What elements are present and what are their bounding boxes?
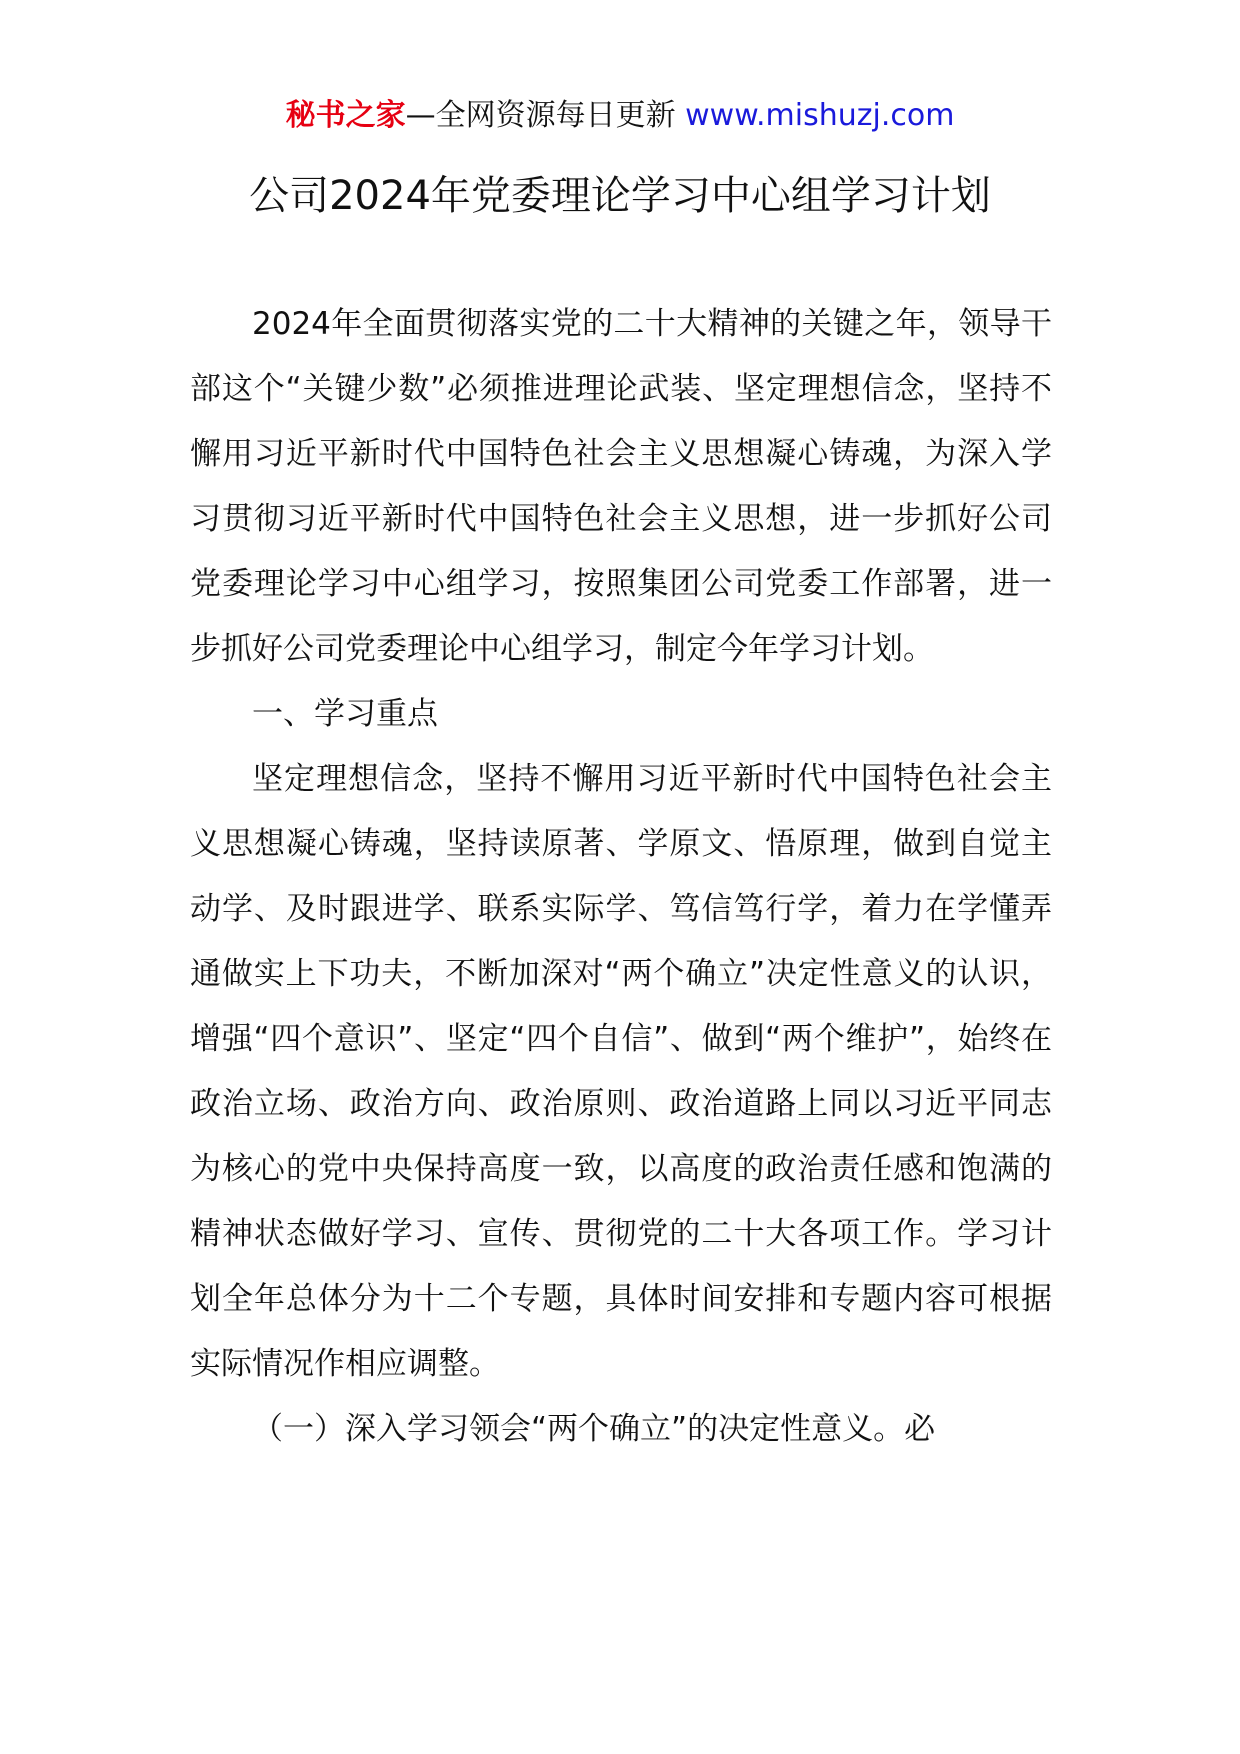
section-heading: 一、学习重点 — [252, 696, 438, 732]
site-tagline: —全网资源每日更新 — [405, 98, 676, 133]
body-paragraph: 坚定理想信念，坚持不懈用习近平新时代中国特色社会主义思想凝心铸魂，坚持读原著、学原文、悟原理，做到自觉主动学、及时跟进学、联系实际学、笃信笃行学，着力在学懂弄通做实上下功夫，不断加深对“两个确立”决定性意义的认识，增强“四个意识”、坚定“四个自信”、做到“两个维护”，始终在政治立场、政治方向、政治原则、政治道路上同以习近平同志为核心的党中央保持高度一致，以高度的政治责任感和饱满的精神状态做好学习、宣传、贯彻党的二十大各项工作。学习计划全年总体分为十二个专题，具体时间安排和专题内容可根据实际情况作相应调整。 — [190, 761, 1052, 1382]
site-header — [0, 96, 1240, 136]
document-body — [190, 292, 1052, 1462]
subsection-paragraph: （一）深入学习领会“两个确立”的决定性意义。必 — [252, 1411, 936, 1447]
intro-paragraph: 2024年全面贯彻落实党的二十大精神的关键之年，领导干部这个“关键少数”必须推进理论武装、坚定理想信念，坚持不懈用习近平新时代中国特色社会主义思想凝心铸魂，为深入学习贯彻习近平新时代中国特色社会主义思想，进一步抓好公司党委理论学习中心组学习，按照集团公司党委工作部署，进一步抓好公司党委理论中心组学习，制定今年学习计划。 — [190, 306, 1052, 667]
document-title: 公司2024年党委理论学习中心组学习计划 — [249, 173, 991, 219]
site-brand: 秘书之家 — [285, 98, 406, 133]
site-url-link[interactable]: www.mishuzj.com — [685, 98, 955, 133]
